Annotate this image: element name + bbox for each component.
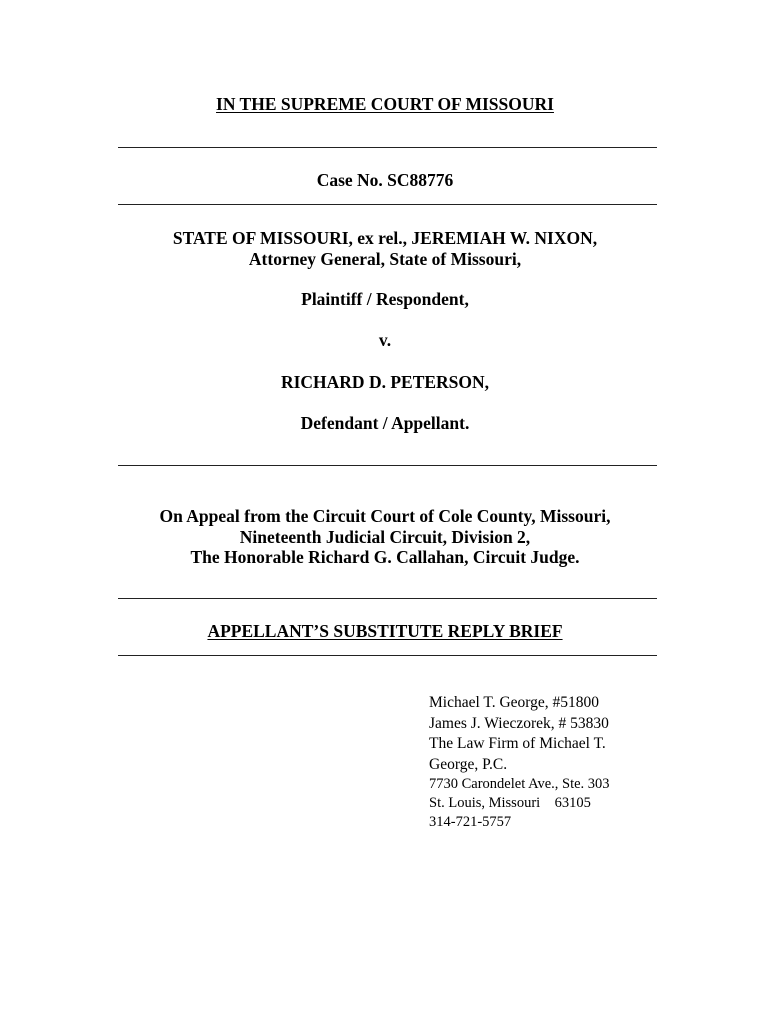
divider [118,598,657,599]
brief-title: APPELLANT’S SUBSTITUTE REPLY BRIEF [207,621,563,641]
street-address: 7730 Carondelet Ave., Ste. 303 [429,776,610,792]
city-state-zip: St. Louis, Missouri 63105 [429,795,591,811]
counsel-signature-block [429,693,610,832]
appeal-line-1: On Appeal from the Circuit Court of Cole County, Missouri, [159,506,611,526]
appeal-line-3: The Honorable Richard G. Callahan, Circuit Judge. [190,547,580,567]
phone-number: 314-721-5757 [429,814,512,830]
court-heading: IN THE SUPREME COURT OF MISSOURI [216,94,554,114]
defendant-name: RICHARD D. PETERSON, [280,372,490,392]
attorney-1: Michael T. George, #51800 [429,694,600,711]
versus: v. [378,330,392,350]
attorney-2: James J. Wieczorek, # 53830 [429,714,609,732]
divider [118,204,657,205]
firm-line-1: The Law Firm of Michael T. [429,735,606,752]
divider [118,465,657,466]
plaintiff-title: Attorney General, State of Missouri, [248,248,522,269]
plaintiff-block [0,228,770,269]
plaintiff-name: STATE OF MISSOURI, ex rel., JEREMIAH W. NIXON, [172,228,598,248]
plaintiff-role: Plaintiff / Respondent, [301,289,469,309]
appeal-block [0,506,770,568]
case-number: Case No. SC88776 [316,170,454,190]
firm-line-2: George, P.C. [429,755,508,773]
divider [118,655,657,656]
defendant-role: Defendant / Appellant. [300,413,470,433]
appeal-line-2: Nineteenth Judicial Circuit, Division 2, [239,526,531,547]
divider [118,147,657,148]
